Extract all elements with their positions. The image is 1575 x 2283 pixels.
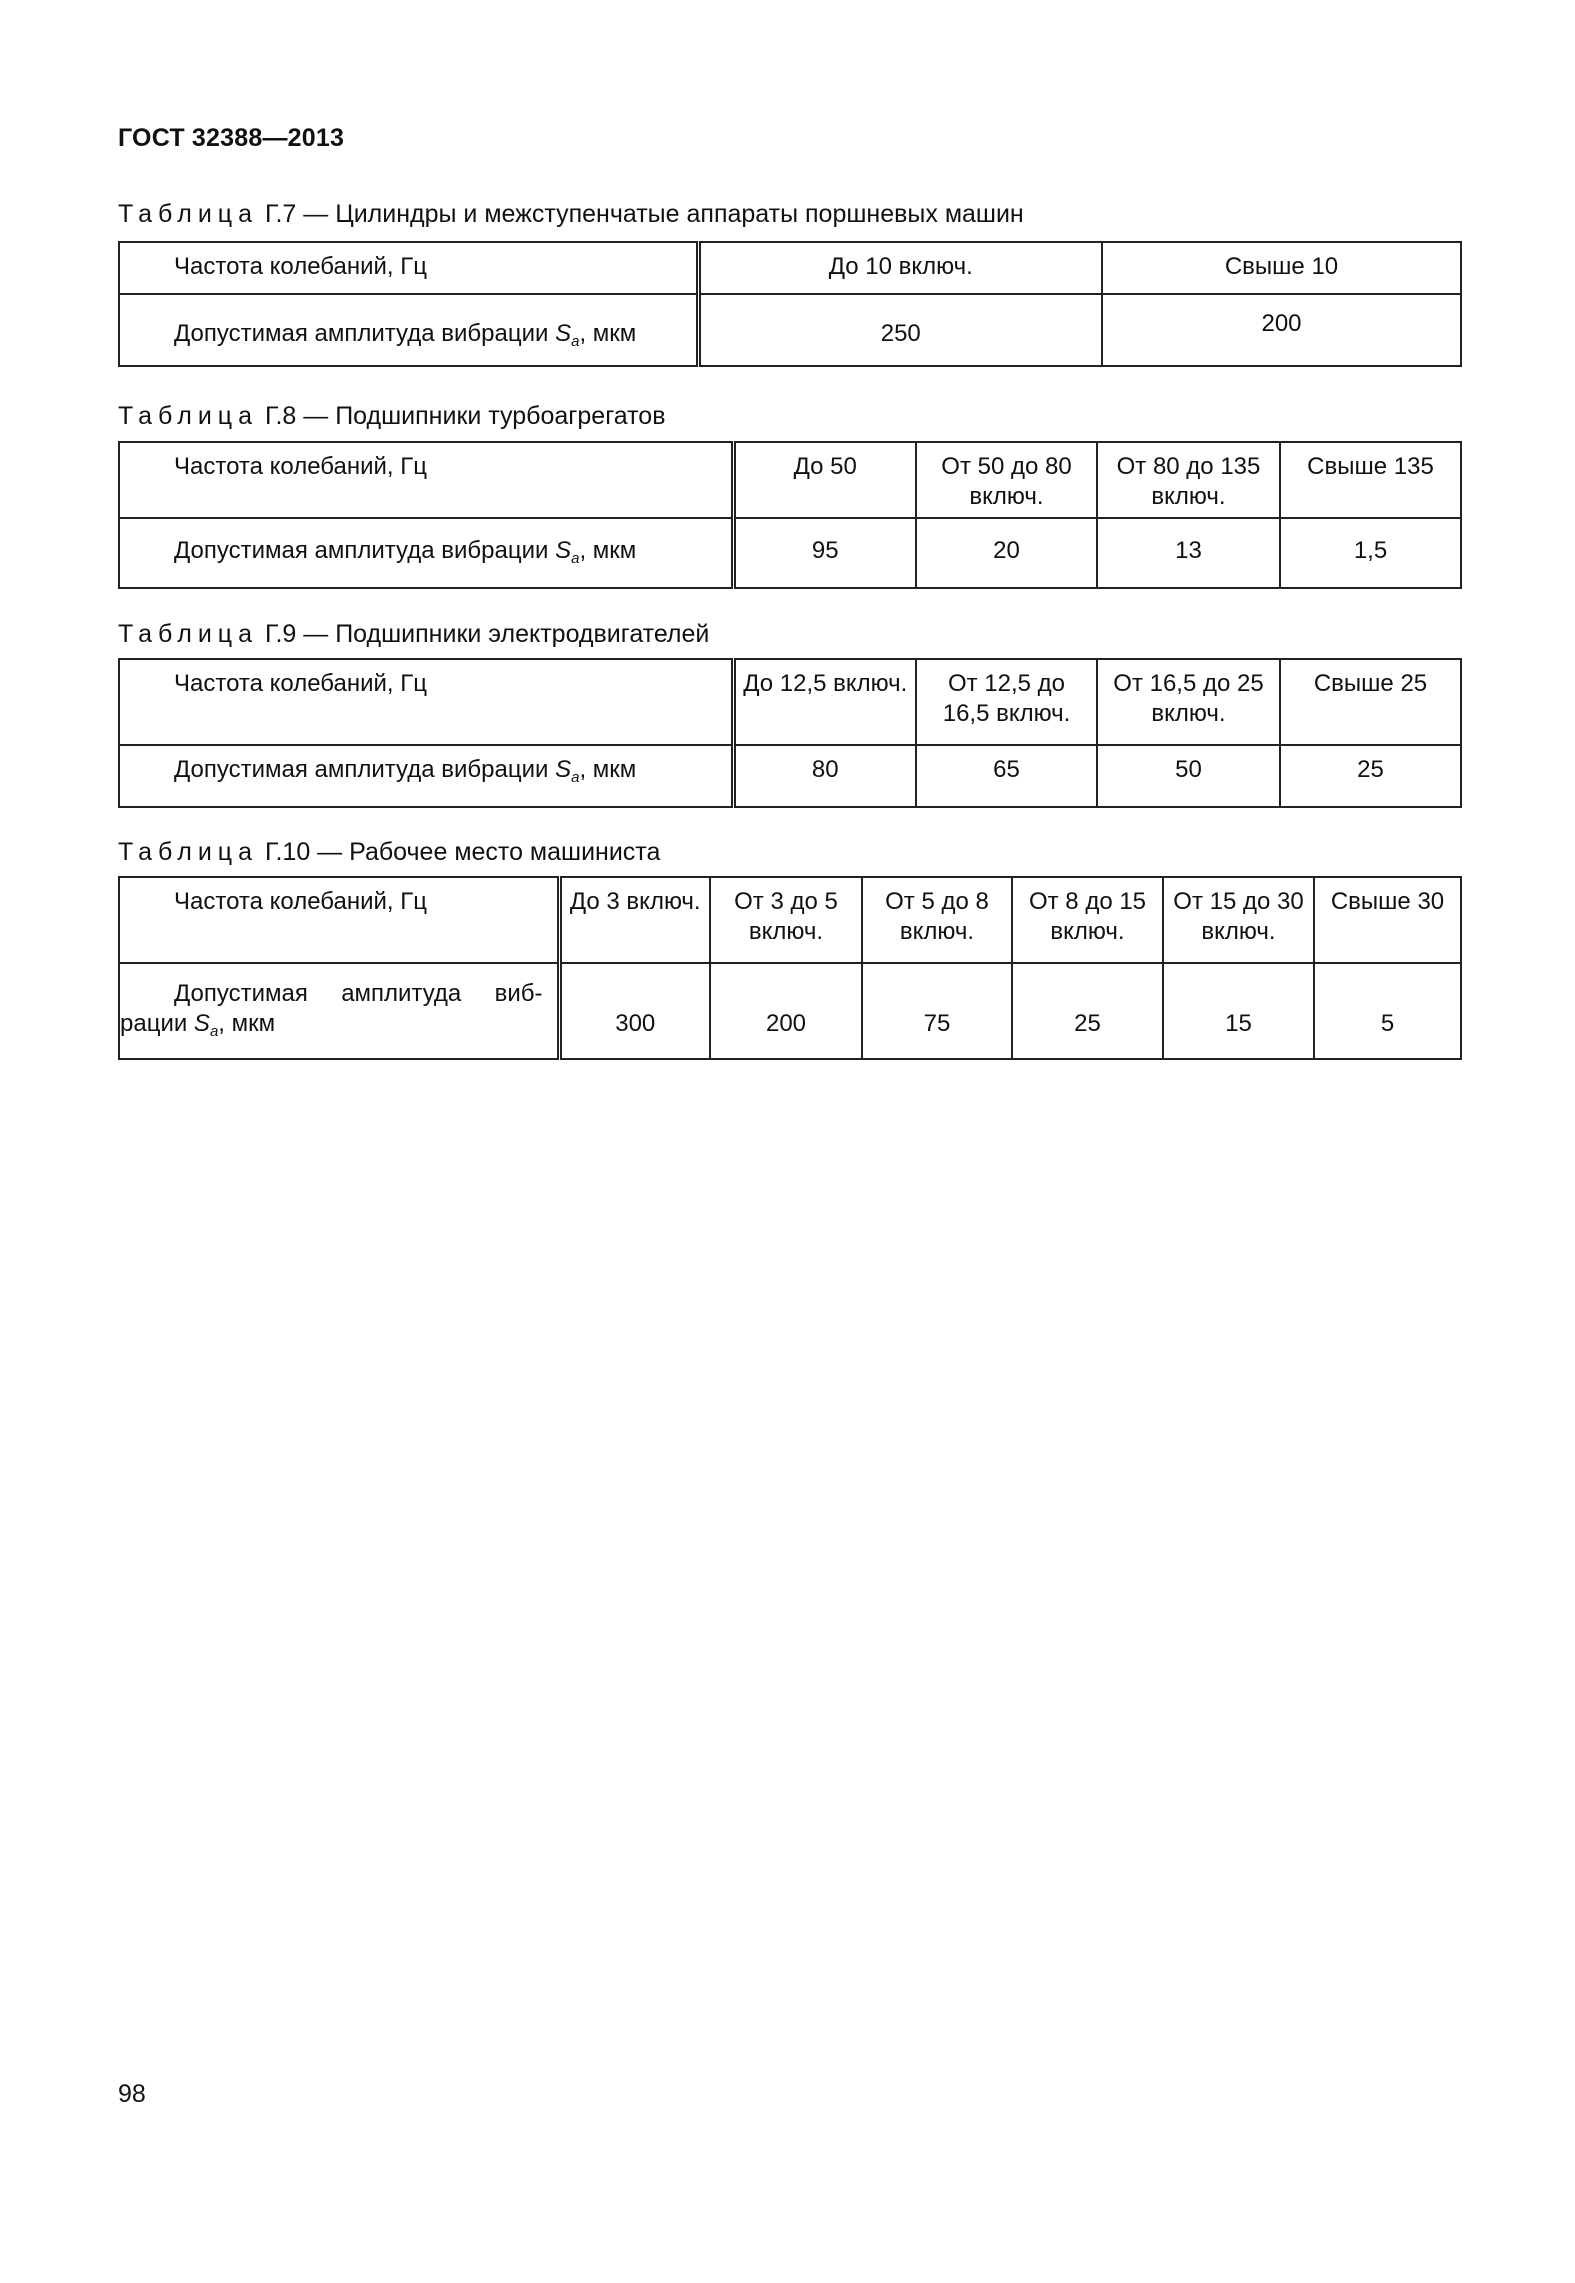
table-cell: От 50 до 80 включ.: [916, 442, 1097, 518]
table-cell: 50: [1097, 745, 1280, 807]
table-cell: Свыше 30: [1314, 877, 1461, 963]
table-cell: 13: [1097, 518, 1280, 588]
table-cell: 25: [1012, 963, 1163, 1059]
table-row: [119, 442, 1461, 518]
table-cell: 25: [1280, 745, 1461, 807]
table-caption-g9: [118, 620, 709, 649]
document-header: ГОСТ 32388—2013: [118, 124, 345, 152]
table-cell: 250: [698, 294, 1102, 366]
table-row: [119, 745, 1461, 807]
row-label-amplitude: Допустимая амплитуда виб- рации $S_a$, мкм: [119, 963, 559, 1059]
table-cell: 65: [916, 745, 1097, 807]
caption-text: Г.8 — Подшипники турбоагрегатов: [264, 402, 666, 430]
table-cell: От 3 до 5 включ.: [710, 877, 862, 963]
table-cell: От 12,5 до 16,5 включ.: [916, 659, 1097, 745]
table-g9: [118, 658, 1462, 808]
caption-text: Г.9 — Подшипники электродвигателей: [264, 620, 710, 648]
table-cell: До 3 включ.: [559, 877, 710, 963]
row-label-amplitude: Допустимая амплитуда вибрации $S_a$, мкм: [119, 294, 698, 366]
page-number: 98: [118, 2080, 146, 2108]
row-label-amplitude: Допустимая амплитуда вибрации $S_a$, мкм: [119, 745, 733, 807]
table-cell: 1,5: [1280, 518, 1461, 588]
table-cell: От 8 до 15 включ.: [1012, 877, 1163, 963]
table-cell: До 12,5 включ.: [733, 659, 916, 745]
row-label-frequency: Частота колебаний, Гц: [119, 242, 698, 294]
table-g7: [118, 241, 1462, 367]
caption-text: Г.10 — Рабочее место машиниста: [264, 838, 661, 866]
table-g8: [118, 441, 1462, 589]
caption-word: Таблица: [118, 200, 259, 228]
table-caption-g10: [118, 838, 660, 867]
table-row: [119, 877, 1461, 963]
caption-text: Г.7 — Цилиндры и межступенчатые аппараты поршневых машин: [264, 200, 1024, 228]
table-cell: 75: [862, 963, 1012, 1059]
row-label-frequency: Частота колебаний, Гц: [119, 659, 733, 745]
table-cell: До 10 включ.: [698, 242, 1102, 294]
table-cell: 300: [559, 963, 710, 1059]
table-cell: До 50: [733, 442, 916, 518]
row-label-frequency: Частота колебаний, Гц: [119, 877, 559, 963]
table-cell: От 16,5 до 25 включ.: [1097, 659, 1280, 745]
table-cell: Свыше 25: [1280, 659, 1461, 745]
table-cell: От 5 до 8 включ.: [862, 877, 1012, 963]
table-row: [119, 963, 1461, 1059]
table-g10: [118, 876, 1462, 1060]
table-cell: От 80 до 135 включ.: [1097, 442, 1280, 518]
table-row: [119, 242, 1461, 294]
caption-word: Таблица: [118, 402, 259, 430]
table-cell: 95: [733, 518, 916, 588]
caption-word: Таблица: [118, 838, 259, 866]
row-label-amplitude: Допустимая амплитуда вибрации $S_a$, мкм: [119, 518, 733, 588]
row-label-frequency: Частота колебаний, Гц: [119, 442, 733, 518]
table-cell: 15: [1163, 963, 1314, 1059]
table-cell: Свыше 10: [1102, 242, 1461, 294]
table-row: [119, 294, 1461, 366]
table-cell: 200: [1102, 294, 1461, 366]
table-cell: Свыше 135: [1280, 442, 1461, 518]
table-caption-g8: [118, 402, 666, 431]
table-cell: 200: [710, 963, 862, 1059]
table-cell: 20: [916, 518, 1097, 588]
table-cell: 5: [1314, 963, 1461, 1059]
caption-word: Таблица: [118, 620, 259, 648]
table-cell: 80: [733, 745, 916, 807]
table-row: [119, 518, 1461, 588]
table-cell: От 15 до 30 включ.: [1163, 877, 1314, 963]
table-row: [119, 659, 1461, 745]
table-caption-g7: [118, 200, 1024, 229]
